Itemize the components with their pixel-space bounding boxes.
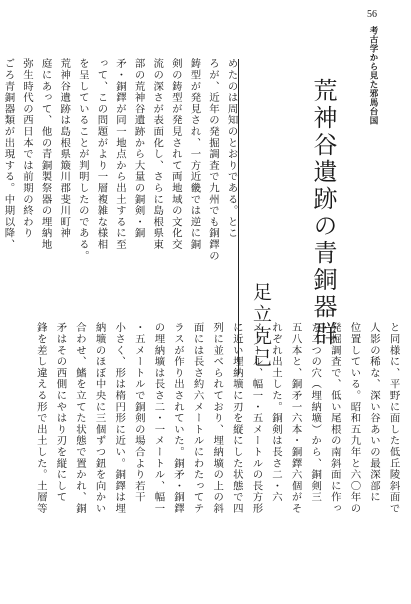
lower-column-text: 発掘調査で、低い尾根の南斜面に作っ <box>328 322 341 515</box>
lower-column-text: と同様に、平野に面した低丘陵斜面で <box>387 322 400 515</box>
page-number: 56 <box>367 9 377 20</box>
upper-column-text: 鋳型が発見され、一方近畿では逆に銅 <box>188 58 201 251</box>
running-header: 考古学から見た邪馬台国 <box>368 26 378 125</box>
lower-column-text: れぞれ出土した。銅剣は長さ二・六 <box>269 322 282 503</box>
upper-column-text: ろが、近年の発掘調査で九州でも銅鐸の <box>206 58 219 262</box>
lower-column-text: に近い埋納壙に刃を縦にした状態で四 <box>230 322 243 515</box>
upper-column-text: めたのは周知のとおりである。とこ <box>225 58 238 239</box>
upper-column-text: って、この問題がより一層複雑な様相 <box>95 58 108 251</box>
author-name: 足立克己 <box>250 282 272 370</box>
lower-column-text: た二つの穴（埋納壙）から、銅剣三 <box>309 322 322 503</box>
upper-column-text: 部の荒神谷遺跡から大量の銅剣・銅 <box>132 58 145 239</box>
upper-column-text: 剣の鋳型が発見されて両地域の文化交 <box>169 58 182 251</box>
lower-column-text: 小さく、形は楕円形に近い。銅鐸は埋 <box>113 322 126 515</box>
upper-column-text: ごろ青銅器類が出現する。中期以降、 <box>2 58 15 251</box>
lower-column-text: の埋納壙は長さ二・一メートル、幅一 <box>152 322 165 515</box>
lower-column-text: 合わせ、鰭を立てた状態で置かれ、銅 <box>73 322 86 515</box>
lower-column-text: 鋒を差し違える形で出土した。土層等 <box>34 322 47 515</box>
lower-column-text: 五八本と、銅矛一六本・銅鐸六個がそ <box>289 322 302 515</box>
upper-column-text: 矛・銅鐸が同一地点から出土するに至 <box>113 58 126 251</box>
upper-column-text: 流の深さが表面化し、さらに島根県東 <box>151 58 164 251</box>
lower-column-text: 納壙のほぼ中央に三個ずつ鈕を向かい <box>93 322 106 515</box>
upper-column-text: 弥生時代の西日本では前期の終わり <box>20 58 33 239</box>
lower-column-text: 人影の稀な、深い谷あいの最深部に <box>367 322 380 503</box>
lower-column-text: メートル、幅一・五メートルの長方形 <box>250 322 263 515</box>
lower-column-text: 面には長さ約六メートルにわたってテ <box>191 322 204 515</box>
upper-column-text: 庭にあって、他の青銅製祭器の埋納地 <box>39 58 52 251</box>
lower-column-text: ラスが作り出されていた。銅矛・銅鐸 <box>171 322 184 515</box>
upper-column-text: 荒神谷遺跡は島根県簸川郡斐川町神 <box>58 58 71 239</box>
article-title: 荒神谷遺跡の青銅器群 <box>309 78 337 348</box>
lower-column-text: ・五メートルで銅剣の場合より若干 <box>132 322 145 503</box>
lower-column-text: 位置している。昭和五九年と六〇年の <box>348 322 361 515</box>
upper-column-text: を呈していることが判明したのである。 <box>76 58 89 262</box>
lower-column-text: 矛はその西側にやはり刃を縦にして <box>54 322 67 503</box>
lower-column-text: 列に並べられており、埋納壙の上の斜 <box>211 322 224 515</box>
